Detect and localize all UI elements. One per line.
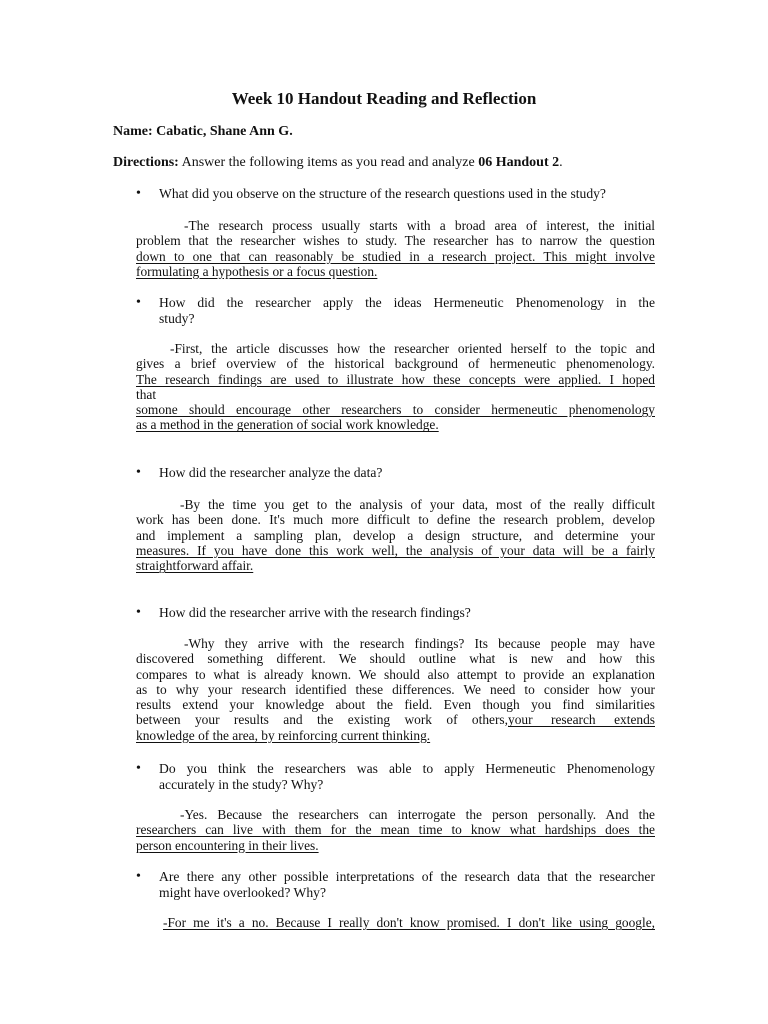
answer-2-line-3: The research findings are used to illustrate how these concepts were applied. I hoped bbox=[136, 371, 655, 387]
answer-5 bbox=[136, 807, 655, 853]
answer-1-line-1: -The research process usually starts with a broad area of interest, the initial bbox=[184, 218, 655, 233]
answer-5-line-1: -Yes. Because the researchers can interrogate the person personally. And the bbox=[180, 807, 655, 822]
answer-4-line-3: compares to what is already known. We should also attempt to provide an explanation bbox=[136, 666, 655, 682]
question-3-line-1: How did the researcher analyze the data? bbox=[159, 465, 383, 480]
question-2 bbox=[159, 295, 655, 327]
answer-3-line-3: and implement a sampling plan, develop a design structure, and determine your bbox=[136, 527, 655, 543]
answer-2-line-2: gives a brief overview of the historical background of hermeneutic phenomenology. bbox=[136, 356, 655, 372]
question-4-line-1: How did the researcher arrive with the research findings? bbox=[159, 605, 471, 620]
answer-2-line-5: somone should encourage other researchers to consider hermeneutic phenomenology bbox=[136, 402, 655, 418]
question-5-line-1: Do you think the researchers was able to apply Hermeneutic Phenomenology bbox=[159, 761, 655, 776]
question-4 bbox=[159, 605, 655, 621]
bullet-5: • bbox=[136, 761, 141, 776]
question-2-line-1: How did the researcher apply the ideas Hermeneutic Phenomenology in the bbox=[159, 295, 655, 310]
answer-1-line-3: down to one that can reasonably be studied in a research project. This might involve bbox=[136, 248, 655, 264]
name-value: Cabatic, Shane Ann G. bbox=[156, 124, 293, 139]
directions-text: Answer the following items as you read and analyze bbox=[181, 155, 475, 170]
bullet-6: • bbox=[136, 869, 141, 884]
question-6-line-2: might have overlooked? Why? bbox=[159, 885, 326, 900]
bullet-2: • bbox=[136, 295, 141, 310]
directions-line bbox=[113, 155, 563, 171]
answer-4-line-6-plain: between your results and the existing work of others, bbox=[136, 712, 508, 728]
directions-handout-ref: 06 Handout 2 bbox=[478, 155, 560, 170]
answer-5-line-2: researchers can live with them for the mean time to know what hardships does the bbox=[136, 822, 655, 838]
page-title: Week 10 Handout Reading and Reflection bbox=[231, 89, 537, 108]
answer-3-line-2: work has been done. It's much more difficult to define the research problem, develop bbox=[136, 512, 655, 528]
answer-4-line-4: as to why your research identified these differences. We need to consider how your bbox=[136, 681, 655, 697]
answer-6 bbox=[136, 915, 655, 930]
answer-4 bbox=[136, 636, 655, 743]
answer-2-line-6: as a method in the generation of social work knowledge. bbox=[136, 417, 439, 433]
directions-period: . bbox=[559, 155, 563, 170]
answer-5-line-3: person encountering in their lives. bbox=[136, 837, 319, 853]
question-5-line-2: accurately in the study? Why? bbox=[159, 777, 324, 792]
question-1 bbox=[159, 186, 655, 202]
name-line bbox=[113, 124, 293, 140]
question-5 bbox=[159, 761, 655, 793]
answer-3-line-4: measures. If you have done this work well, the analysis of your data will be a fairly bbox=[136, 542, 655, 558]
answer-2-line-1: -First, the article discusses how the researcher oriented herself to the topic and bbox=[170, 341, 655, 356]
answer-4-line-5: results extend your knowledge about the field. Even though you find similarities bbox=[136, 697, 655, 713]
answer-3-line-5: straightforward affair. bbox=[136, 558, 254, 574]
answer-6-line-1: -For me it's a no. Because I really don't know promised. I don't like using google, bbox=[163, 915, 655, 930]
question-2-line-2: study? bbox=[159, 311, 195, 326]
bullet-1: • bbox=[136, 186, 141, 201]
answer-3-line-1: -By the time you get to the analysis of your data, most of the really difficult bbox=[180, 497, 655, 512]
answer-1 bbox=[136, 218, 655, 279]
answer-2 bbox=[136, 341, 655, 433]
bullet-4: • bbox=[136, 605, 141, 620]
question-6 bbox=[159, 869, 655, 901]
answer-1-line-4: formulating a hypothesis or a focus question. bbox=[136, 263, 378, 279]
directions-label: Directions: bbox=[113, 155, 179, 170]
answer-4-line-2: discovered something different. We should outline what is new and how this bbox=[136, 651, 655, 667]
answer-1-line-2: problem that the researcher wishes to study. The researcher has to narrow the question bbox=[136, 233, 655, 249]
bullet-3: • bbox=[136, 465, 141, 480]
name-label: Name: bbox=[113, 124, 153, 139]
answer-4-line-6-underlined: your research extends bbox=[508, 712, 655, 728]
answer-2-line-4: that bbox=[136, 386, 157, 402]
answer-3 bbox=[136, 497, 655, 573]
question-1-line-1: What did you observe on the structure of the research questions used in the study? bbox=[159, 186, 606, 201]
answer-4-line-7: knowledge of the area, by reinforcing current thinking. bbox=[136, 727, 431, 743]
question-6-line-1: Are there any other possible interpretations of the research data that the researcher bbox=[159, 869, 655, 884]
answer-4-line-1: -Why they arrive with the research findings? Its because people may have bbox=[184, 636, 655, 651]
question-3 bbox=[159, 465, 655, 481]
answer-4-line-6 bbox=[136, 712, 655, 727]
